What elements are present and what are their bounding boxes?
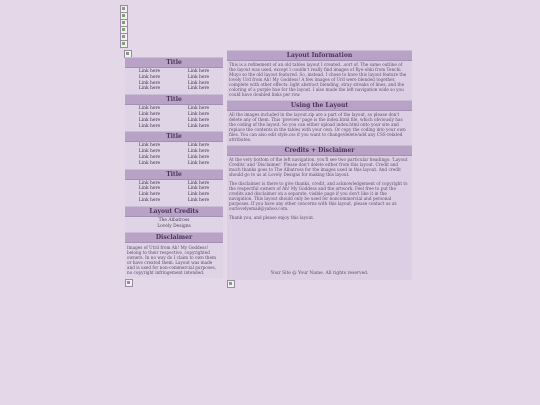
nav-link[interactable]: Link here (187, 186, 210, 192)
nav-link[interactable]: Link here (138, 186, 161, 192)
disclaimer-text: Images of Utril from Ah! My Goddess! belong to their respective, copyrighted owners. In no way do I claim to own them or have created them. Layout was made and is used for non-commercial purposes, no copyright infringement intended. (125, 243, 223, 278)
nav-link[interactable]: Link here (138, 123, 161, 129)
nav-link[interactable]: Link here (138, 143, 161, 149)
nav-section (125, 169, 223, 206)
disclaimer-section (125, 232, 223, 278)
section-title: Layout Information (227, 50, 412, 61)
main-content (227, 50, 412, 280)
credit-link[interactable]: The Albatross (158, 217, 190, 223)
nav-link[interactable]: Link here (187, 154, 210, 160)
nav-section (125, 57, 223, 94)
paragraph: This is a refinement of an old tables layout I created...sort of. The same outline of the layout was used, except I couldn't really find images of Ryo-ohki from Tenchi Muyo so the old layout featured. So, instead, I chose to have this layout feature the lovely Urd from Ah! My Goddess! A few images of Urd were blended together, complete with other effects: light abstract blending, stray streaks of lines, and the coloring of a purple hue for the layout. I also made the left navigation wide so you could have doubled links per row. (229, 62, 407, 97)
nav-link[interactable]: Link here (187, 106, 210, 112)
nav-link[interactable]: Link here (187, 123, 210, 129)
nav-link[interactable]: Link here (138, 197, 161, 203)
section-title: Title (125, 131, 223, 142)
nav-link[interactable]: Link here (187, 143, 210, 149)
section-title: Title (125, 57, 223, 68)
section-title: Title (125, 94, 223, 105)
nav-link[interactable]: Link here (187, 149, 210, 155)
sidebar (125, 57, 223, 286)
broken-image-icon (120, 40, 128, 48)
nav-link[interactable]: Link here (138, 192, 161, 198)
nav-link[interactable]: Link here (187, 80, 210, 86)
nav-link[interactable]: Link here (138, 74, 161, 80)
nav-link[interactable]: Link here (187, 197, 210, 203)
section-title: Title (125, 169, 223, 180)
nav-section (125, 94, 223, 131)
nav-link[interactable]: Link here (187, 160, 210, 166)
footer-text: Your Site @ Your Name. All rights reserved. (270, 271, 369, 276)
nav-section (125, 131, 223, 168)
nav-link[interactable]: Link here (138, 111, 161, 117)
section-title: Layout Credits (125, 206, 223, 217)
paragraph: The disclaimer is there to give thanks, credit, and acknowledgement of copyright to the respectful owners of Ah! My Goddess and the artwork. Feel free to put the credits and disclaimer on a separate, visible page if you don't like it in the navigation. This layout should only be used for noncommercial and personal purposes. If you have any other concerns with this layout, please contact us at: ourlovelyemail@yahoo.com. (229, 181, 408, 211)
credits-section (125, 206, 223, 232)
nav-link[interactable]: Link here (138, 106, 161, 112)
nav-link[interactable]: Link here (187, 180, 210, 186)
section-title: Disclaimer (125, 232, 223, 243)
section-title: Credits + Disclaimer (227, 145, 412, 156)
nav-link[interactable]: Link here (187, 74, 210, 80)
broken-image-icon (125, 279, 133, 287)
paragraph: All the images included in the layout.zip are a part of the layout, so please don't delete any of them. This 'preview' page is the index.html file, which obviously has the coding of the layout. So you can either upload index.html onto your site and replace the contents in the tables with your own. Or copy the coding into your own files. You can also edit style.css if you want to change/delete/add any CSS-related attributes. (229, 112, 406, 142)
nav-link[interactable]: Link here (138, 154, 161, 160)
nav-link[interactable]: Link here (138, 80, 161, 86)
nav-link[interactable]: Link here (138, 86, 161, 92)
nav-link[interactable]: Link here (187, 111, 210, 117)
nav-link[interactable]: Link here (187, 117, 210, 123)
section-title: Using the Layout (227, 100, 412, 111)
nav-link[interactable]: Link here (138, 149, 161, 155)
paragraph: At the very bottom of the left navigation, you'll see two particular headings: 'Layout Credits' and 'Disclaimer.' Please don't delete either from this layout. Credit and much thanks goes to The Albatross for the images used in this layout. And credit should go to us at Lovely Designs for making this layout. (229, 157, 408, 177)
nav-link[interactable]: Link here (187, 86, 210, 92)
nav-link[interactable]: Link here (187, 192, 210, 198)
paragraph: Thank you, and please enjoy this layout. (229, 215, 315, 220)
nav-link[interactable]: Link here (187, 69, 210, 74)
nav-link[interactable]: Link here (138, 69, 161, 74)
broken-image-icon (227, 280, 235, 288)
nav-link[interactable]: Link here (138, 180, 161, 186)
nav-link[interactable]: Link here (138, 117, 161, 123)
credit-link[interactable]: Lovely Designs (157, 223, 191, 229)
nav-link[interactable]: Link here (138, 160, 161, 166)
